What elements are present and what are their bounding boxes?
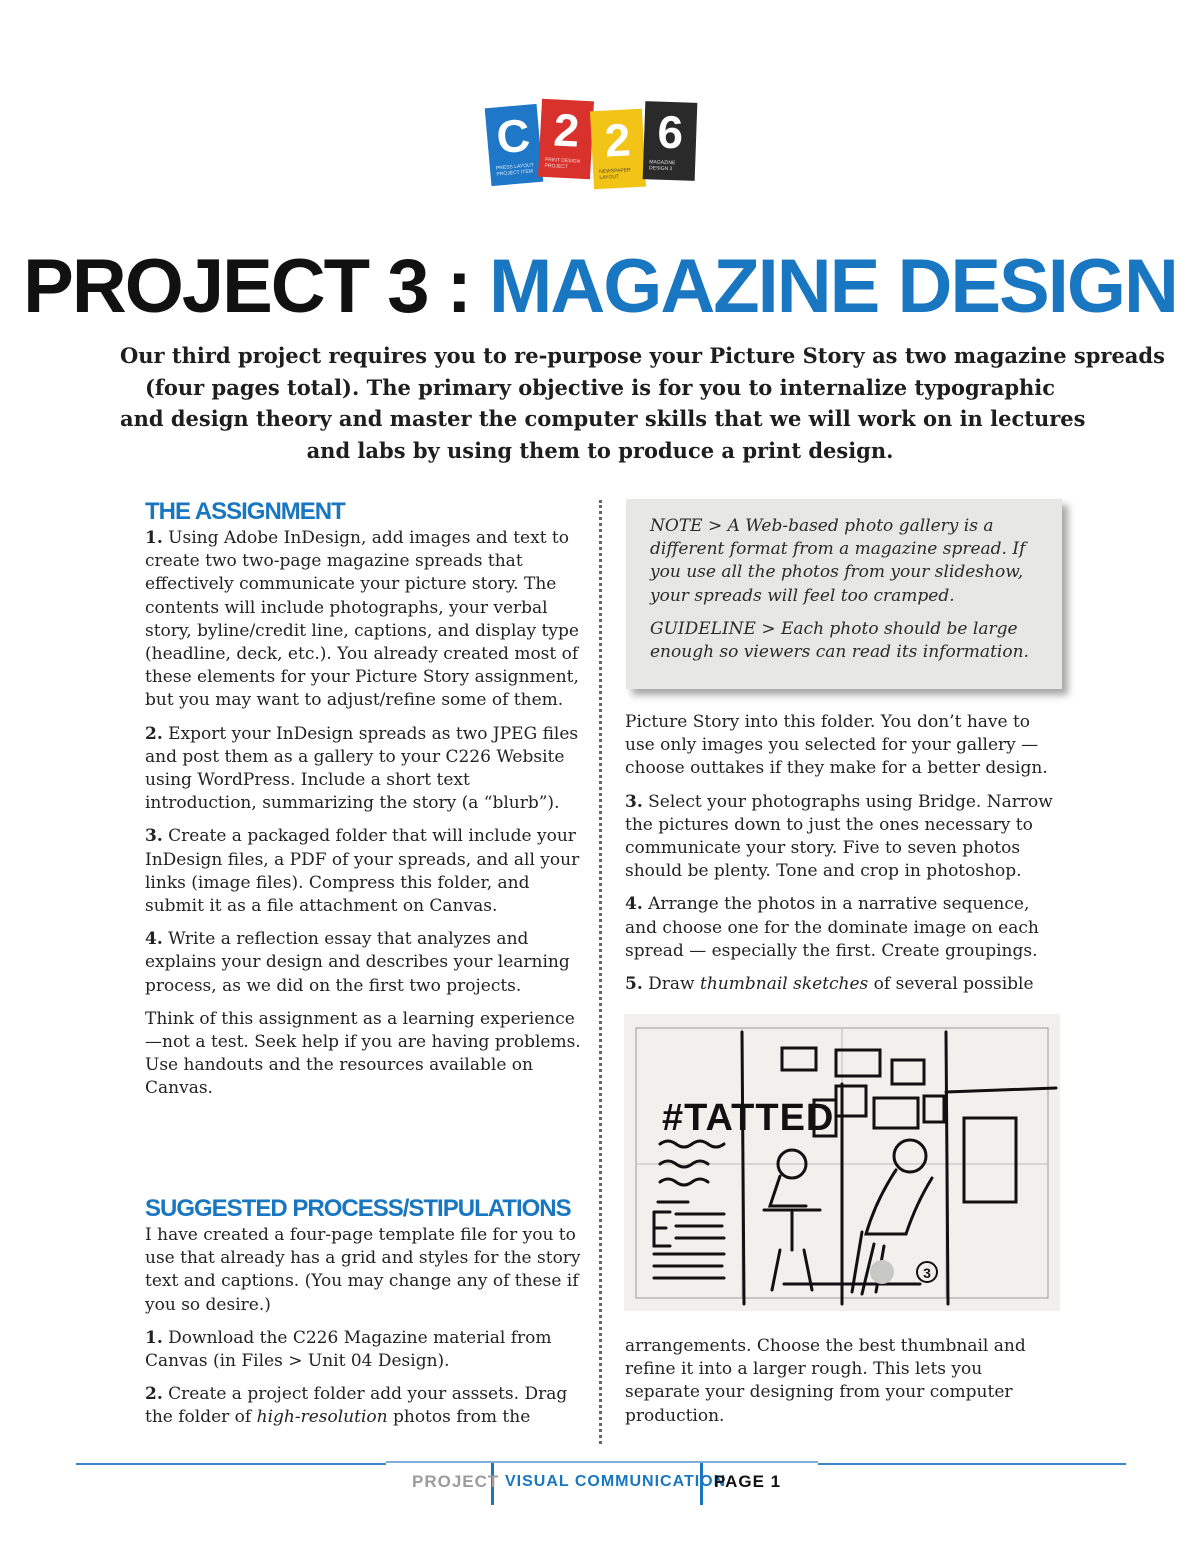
page-title	[0, 244, 1200, 330]
process-cont: Picture Story into this folder. You don’t have to use only images you selected for your gallery — choose outtakes if they make for a better design.	[625, 712, 1048, 779]
assignment-item: 3. Create a packaged folder that will include your InDesign files, a PDF of your spreads, and all your links (image files). Compress this folder, and submit it as a file attachment on Canvas.	[145, 826, 580, 917]
note-box	[626, 499, 1062, 689]
process-step5-continued	[625, 1335, 1061, 1438]
footer-rule-right	[818, 1463, 1126, 1465]
footer-course: VISUAL COMMUNICATION	[505, 1473, 727, 1490]
process-continued	[625, 711, 1061, 1006]
logo-tile-c: C PRESS LAYOUT PROJECT ITEM	[485, 104, 544, 186]
process-step: 4. Arrange the photos in a narrative sequence, and choose one for the dominate image on each spread — especially the first. Create groupings.	[625, 894, 1039, 961]
process-step: 3. Select your photographs using Bridge. Narrow the pictures down to just the ones necessary to communicate your story. Five to seven photos should be plenty. Tone and crop in photoshop.	[625, 791, 1053, 882]
intro-paragraph	[120, 340, 1165, 466]
intro-line: Our third project requires you to re-purpose your Picture Story as two magazine spreads	[120, 343, 1165, 368]
logo-tile-6: 6 MAGAZINE DESIGN 3	[643, 101, 698, 181]
assignment-section	[145, 497, 583, 1111]
sketch-badge: 3	[923, 1265, 931, 1281]
footer-page: PAGE 1	[714, 1472, 782, 1491]
footer-rule-left	[76, 1463, 386, 1465]
thumbnail-sketch-image	[624, 1014, 1060, 1311]
guideline-text: GUIDELINE > Each photo should be large enough so viewers can read its information.	[650, 618, 1029, 663]
logo-tile-2b: 2 NEWSPAPER LAYOUT	[590, 109, 646, 190]
process-step: 1. Download the C226 Magazine material from Canvas (in Files > Unit 04 Design).	[145, 1327, 552, 1372]
column-divider	[599, 500, 602, 1444]
assignment-item: 2. Export your InDesign spreads as two JPEG files and post them as a gallery to your C226 Website using WordPress. Include a short text introduction, summarizing the story (a “blurb”).	[145, 723, 579, 814]
logo-tile-2a: 2 PRINT DESIGN PROJECT	[538, 99, 594, 180]
note-text: NOTE > A Web-based photo gallery is a different format from a magazine spread. If you use all the photos from your slideshow, your spreads will feel too cramped.	[650, 516, 1026, 606]
title-magazine-design: MAGAZINE DESIGN	[489, 244, 1177, 329]
process-step: 2. Create a project folder add your asssets. Drag the folder of high-resolution photos from the	[145, 1384, 568, 1428]
assignment-item: 4. Write a reflection essay that analyzes and explains your design and describes your learning process, as we did on the first two projects.	[145, 929, 570, 996]
title-project: PROJECT 3 :	[23, 244, 490, 329]
process-section	[145, 1194, 583, 1440]
assignment-closing: Think of this assignment as a learning experience—not a test. Seek help if you are having problems. Use handouts and the resources available on Canvas.	[145, 1008, 581, 1099]
process-step: 5. Draw thumbnail sketches of several possible	[625, 974, 1034, 995]
footer-project: PROJECT	[412, 1472, 500, 1491]
intro-line: and labs by using them to produce a print design.	[306, 437, 894, 463]
process-heading: SUGGESTED PROCESS/STIPULATIONS	[145, 1195, 571, 1222]
intro-line: and design theory and master the computer skills that we will work on in lectures	[120, 406, 1086, 431]
assignment-heading: THE ASSIGNMENT	[145, 498, 345, 525]
c226-logo	[484, 98, 720, 192]
sketch-headline: #TATTED	[662, 1097, 835, 1139]
process-intro: I have created a four-page template file for you to use that already has a grid and styles for the story text and captions. (You may change any of these if you so desire.)	[145, 1225, 581, 1315]
process-cont: arrangements. Choose the best thumbnail and refine it into a larger rough. This lets you separate your designing from your computer production.	[625, 1336, 1026, 1426]
footer-rule-center	[386, 1461, 818, 1463]
intro-line: (four pages total). The primary objective is for you to internalize typographic	[144, 374, 1056, 400]
assignment-item: 1. Using Adobe InDesign, add images and text to create two two-page magazine spreads that effectively communicate your picture story. The contents will include photographs, your verbal story, byline/credit line, captions, and display type (headline, deck, etc.). You already created most of these elements for your Picture Story assignment, but you may want to adjust/refine some of them.	[145, 528, 579, 711]
